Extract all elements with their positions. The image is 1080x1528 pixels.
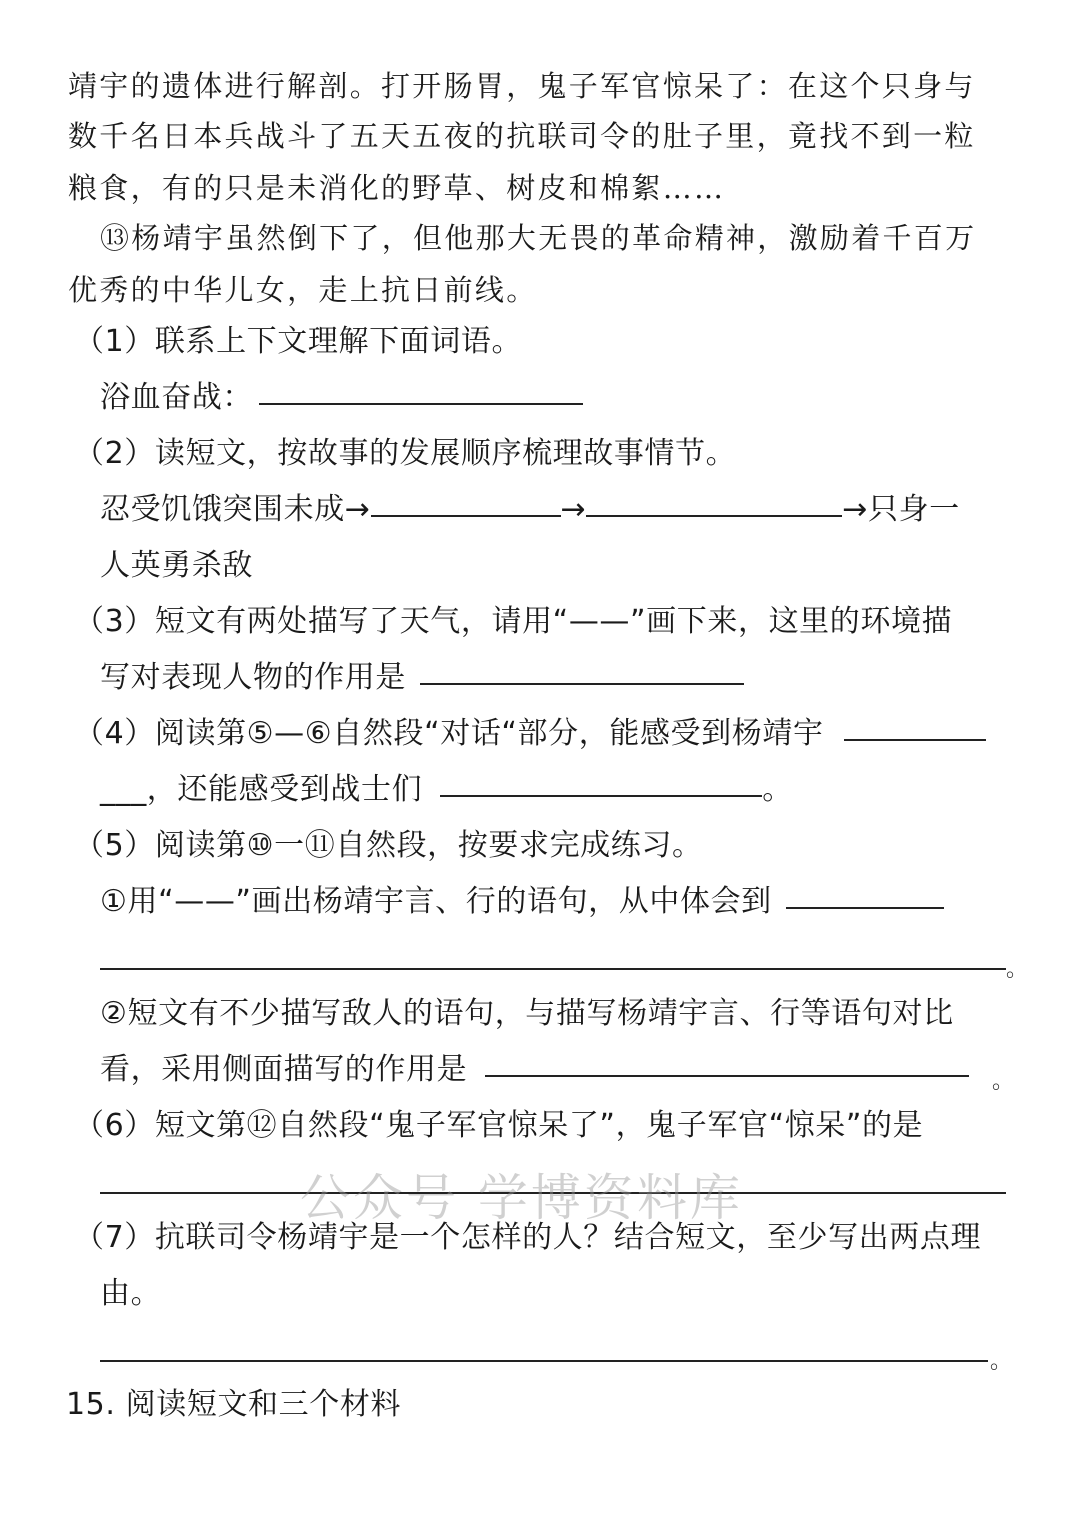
answer-line-q5a[interactable] bbox=[100, 968, 1006, 970]
question-5-sub-2-line-2: 看，采用侧面描写的作用是 bbox=[100, 1052, 468, 1087]
passage-line-3: 粮食，有的只是未消化的野草、树皮和棉絮…… bbox=[68, 171, 726, 205]
question-1-term: 浴血奋战： bbox=[100, 380, 253, 415]
question-2-start: 忍受饥饿突围未成→ bbox=[100, 492, 371, 527]
passage-line-2: 数千名日本兵战斗了五天五夜的抗联司令的肚子里，竟找不到一粒 bbox=[68, 119, 976, 153]
question-4-period: 。 bbox=[762, 772, 793, 807]
question-2-prompt: （2）读短文，按故事的发展顺序梳理故事情节。 bbox=[74, 436, 737, 471]
answer-blank-q5b[interactable] bbox=[485, 1074, 969, 1077]
question-5-sub-1-row bbox=[100, 884, 944, 919]
answer-blank-q2a[interactable] bbox=[371, 514, 561, 517]
answer-blank-q1[interactable] bbox=[259, 402, 583, 405]
passage-line-4: ⑬杨靖宇虽然倒下了，但他那大无畏的革命精神，激励着千百万 bbox=[100, 221, 977, 255]
question-5-sub-2-line-2-row bbox=[100, 1052, 969, 1087]
question-3-line-1: （3）短文有两处描写了天气，请用“——”画下来，这里的环境描 bbox=[74, 604, 953, 639]
answer-blank-q5a[interactable] bbox=[786, 906, 944, 909]
question-4-line-1-row bbox=[74, 716, 986, 751]
question-7-line-1: （7）抗联司令杨靖宇是一个怎样的人？结合短文，至少写出两点理 bbox=[74, 1220, 982, 1255]
question-2-sequence-row bbox=[100, 492, 960, 527]
answer-line-q7[interactable] bbox=[100, 1360, 988, 1362]
question-2-end-line: 人英勇杀敌 bbox=[100, 548, 253, 583]
question-1-term-row bbox=[100, 380, 583, 415]
passage-line-1: 靖宇的遗体进行解剖。打开肠胃，鬼子军官惊呆了：在这个只身与 bbox=[68, 69, 976, 103]
answer-blank-q2b[interactable] bbox=[586, 514, 842, 517]
question-1-prompt: （1）联系上下文理解下面词语。 bbox=[74, 324, 523, 359]
question-4-line-2: ___，还能感受到战士们 bbox=[100, 772, 423, 807]
answer-blank-q3[interactable] bbox=[420, 682, 744, 685]
question-6-line-1: （6）短文第⑫自然段“鬼子军官惊呆了”，鬼子军官“惊呆”的是 bbox=[74, 1108, 924, 1143]
question-3-line-2-row bbox=[100, 660, 744, 695]
passage-line-5: 优秀的中华儿女，走上抗日前线。 bbox=[68, 273, 538, 307]
question-5-prompt: （5）阅读第⑩一⑪自然段，按要求完成练习。 bbox=[74, 828, 703, 863]
question-7-period: 。 bbox=[990, 1349, 1013, 1374]
question-4-line-2-row bbox=[100, 772, 793, 807]
question-2-end: →只身一 bbox=[842, 492, 960, 527]
question-5-sub-1: ①用“——”画出杨靖宇言、行的语句，从中体会到 bbox=[100, 884, 772, 919]
question-5-sub-1-period: 。 bbox=[1006, 957, 1029, 982]
question-3-line-2: 写对表现人物的作用是 bbox=[100, 660, 406, 695]
answer-blank-q4a[interactable] bbox=[844, 738, 986, 741]
answer-blank-q4b[interactable] bbox=[440, 794, 762, 797]
question-2-arrow: → bbox=[560, 492, 587, 527]
question-5-sub-2-line-1: ②短文有不少描写敌人的语句，与描写杨靖宇言、行等语句对比 bbox=[100, 996, 954, 1031]
question-5-sub-2-period: 。 bbox=[992, 1069, 1015, 1094]
question-15-title: 15. 阅读短文和三个材料 bbox=[66, 1387, 402, 1422]
watermark-text: 公众号 学博资料库 bbox=[300, 1169, 743, 1227]
question-7-line-2: 由。 bbox=[100, 1276, 162, 1311]
question-4-line-1: （4）阅读第⑤—⑥自然段“对话“部分，能感受到杨靖宇 bbox=[74, 716, 824, 751]
